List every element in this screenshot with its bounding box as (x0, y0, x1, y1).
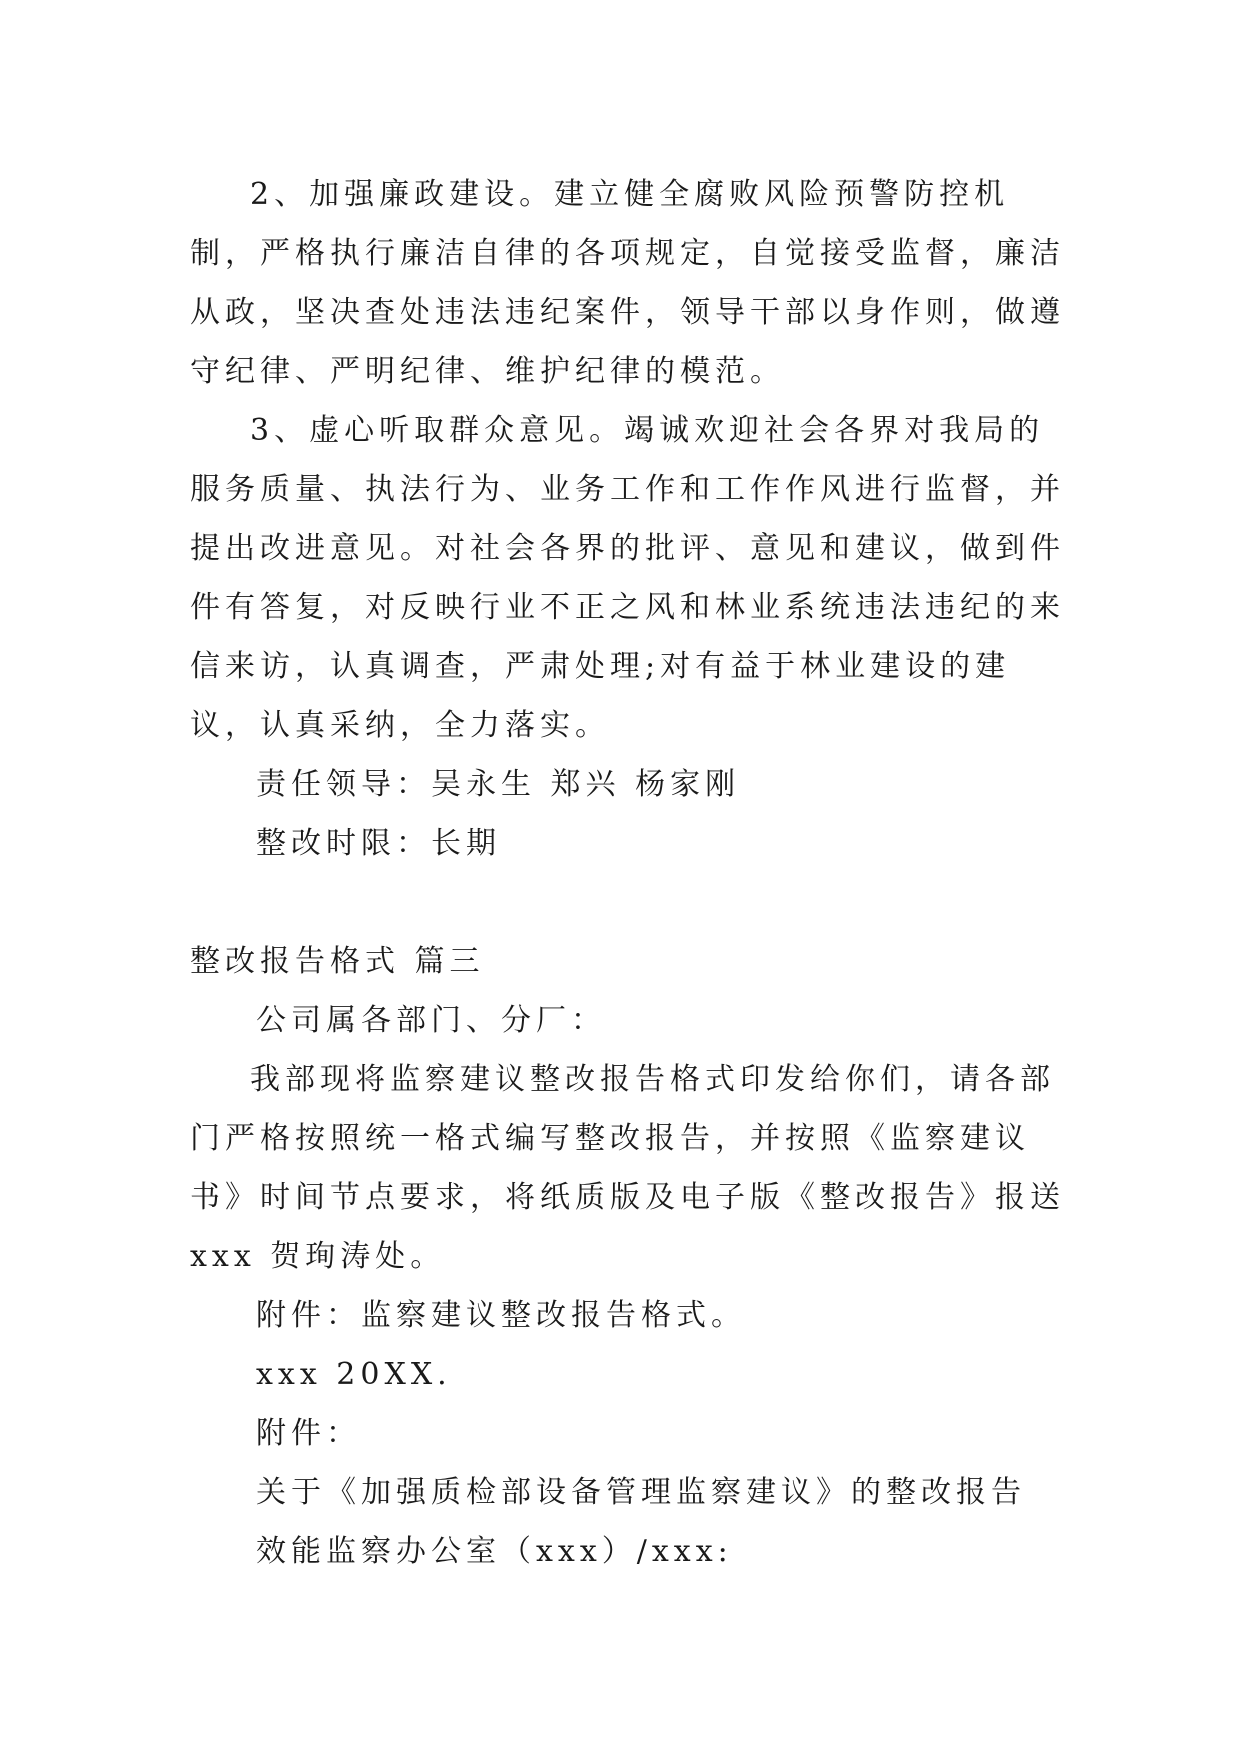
rectification-deadline: 整改时限：长期 (256, 826, 501, 861)
section-title: 整改报告格式 篇三 (190, 944, 485, 979)
report-title: 关于《加强质检部设备管理监察建议》的整改报告 (256, 1475, 1026, 1510)
signature-date: xxx 20XX. (256, 1357, 452, 1392)
addressee: 效能监察办公室（xxx）/xxx: (256, 1534, 733, 1569)
paragraph-integrity: 2、加强廉政建设。建立健全腐败风险预警防控机制，严格执行廉洁自律的各项规定，自觉接受监督，廉洁从政，坚决查处违法违纪案件，领导干部以身作则，做遵守纪律、严明纪律、维护纪律的模范。 (190, 177, 1065, 389)
paragraph-notice: 我部现将监察建议整改报告格式印发给你们，请各部门严格按照统一格式编写整改报告，并按照《监察建议书》时间节点要求，将纸质版及电子版《整改报告》报送 xxx 贺珣涛处。 (190, 1062, 1065, 1274)
document-page (190, 165, 1070, 1581)
attachment-label: 附件： (256, 1416, 361, 1451)
attachment-note: 附件：监察建议整改报告格式。 (256, 1298, 746, 1333)
responsible-leaders: 责任领导：吴永生 郑兴 杨家刚 (256, 767, 741, 802)
salutation: 公司属各部门、分厂： (256, 1003, 606, 1038)
paragraph-public-opinion: 3、虚心听取群众意见。竭诚欢迎社会各界对我局的服务质量、执法行为、业务工作和工作作风进行监督，并提出改进意见。对社会各界的批评、意见和建议，做到件件有答复，对反映行业不正之风和林业系统违法违纪的来信来访，认真调查，严肃处理;对有益于林业建设的建议，认真采纳，全力落实。 (190, 413, 1065, 743)
